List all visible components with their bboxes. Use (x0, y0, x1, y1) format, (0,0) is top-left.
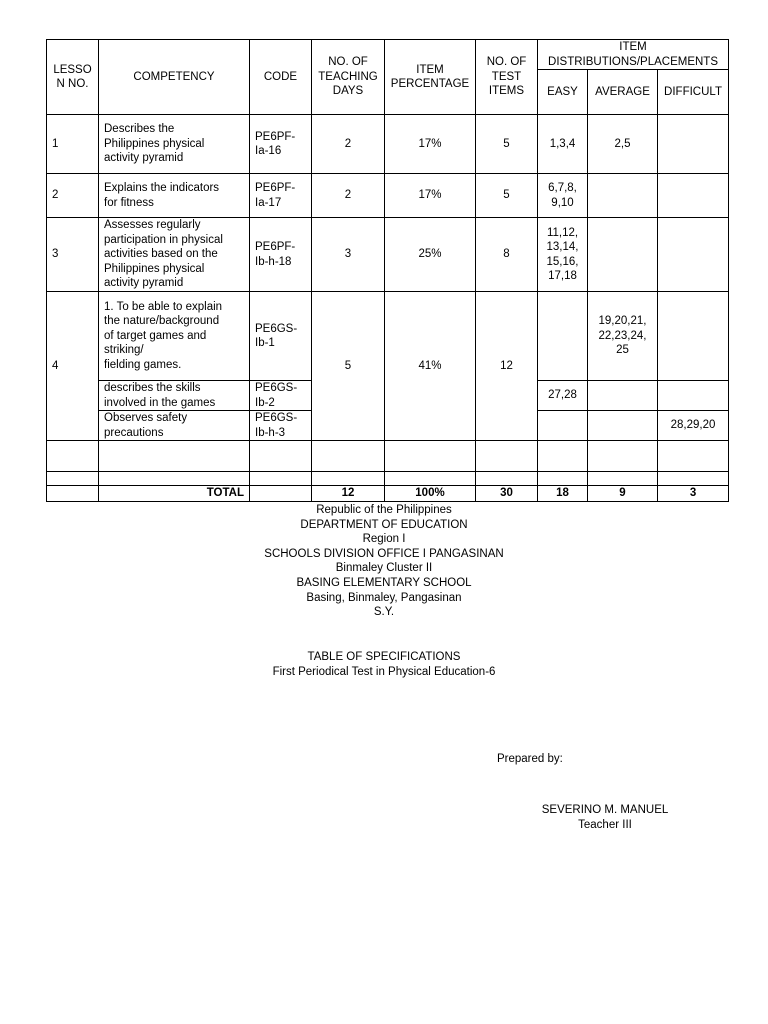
test-items-cell: 5 (476, 115, 538, 174)
lesson-no-cell: 2 (47, 174, 99, 218)
difficult-cell (658, 115, 729, 174)
header-lesson-no: LESSO N NO. (47, 40, 99, 115)
letterhead-republic: Republic of the Philippines (316, 504, 452, 516)
total-easy: 18 (538, 486, 588, 502)
total-difficult: 3 (658, 486, 729, 502)
letterhead-address: Basing, Binmaley, Pangasinan (306, 591, 462, 604)
header-test-items: NO. OF TEST ITEMS (476, 40, 538, 115)
percentage-cell: 25% (385, 218, 476, 292)
header-teaching-days: NO. OF TEACHING DAYS (312, 40, 385, 115)
lesson-no-cell: 3 (47, 218, 99, 292)
header-item-distributions: ITEM DISTRIBUTIONS/PLACEMENTS (538, 40, 729, 70)
letterhead-school-year: S.Y. (373, 606, 395, 619)
total-days: 12 (312, 486, 385, 502)
test-items-cell: 8 (476, 218, 538, 292)
test-items-cell: 12 (476, 292, 538, 441)
empty-row (47, 441, 729, 472)
empty-row (47, 472, 729, 486)
code-cell: PE6PF- Ib-h-18 (250, 218, 312, 292)
average-cell (588, 218, 658, 292)
total-label: TOTAL (99, 486, 250, 502)
table-row (47, 292, 729, 381)
total-percentage: 100% (385, 486, 476, 502)
difficult-cell: 28,29,20 (658, 411, 729, 441)
letterhead-school: BASING ELEMENTARY SCHOOL (296, 576, 472, 589)
difficult-cell (658, 218, 729, 292)
total-average: 9 (588, 486, 658, 502)
letterhead-division: SCHOOLS DIVISION OFFICE I PANGASINAN (264, 547, 504, 560)
letterhead (234, 503, 534, 620)
header-competency: COMPETENCY (99, 40, 250, 115)
average-cell (588, 174, 658, 218)
signatory-name: SEVERINO M. MANUEL (541, 804, 669, 816)
average-cell: 2,5 (588, 115, 658, 174)
competency-cell: 1. To be able to explain the nature/background of target games and striking/ fielding games. (99, 292, 250, 381)
code-cell: PE6GS- Ib-2 (250, 381, 312, 411)
teaching-days-cell: 2 (312, 174, 385, 218)
competency-cell: Describes the Philippines physical activity pyramid (99, 115, 250, 174)
header-average: AVERAGE (588, 70, 658, 115)
easy-cell: 6,7,8, 9,10 (538, 174, 588, 218)
teaching-days-cell: 2 (312, 115, 385, 174)
easy-cell: 1,3,4 (538, 115, 588, 174)
competency-cell: Assesses regularly participation in physical activities based on the Philippines physical activity pyramid (99, 218, 250, 292)
competency-cell: Explains the indicators for fitness (99, 174, 250, 218)
header-easy: EASY (538, 70, 588, 115)
lesson-no-cell: 4 (47, 292, 99, 441)
lesson-no-cell: 1 (47, 115, 99, 174)
competency-cell: Observes safety precautions (99, 411, 250, 441)
average-cell (588, 411, 658, 441)
code-cell: PE6GS- Ib-1 (250, 292, 312, 381)
signatory-position: Teacher III (578, 818, 632, 831)
signature-block (520, 803, 690, 832)
difficult-cell (658, 174, 729, 218)
header-item-percentage: ITEM PERCENTAGE (385, 40, 476, 115)
table-row (47, 174, 729, 218)
table-row (47, 218, 729, 292)
letterhead-region: Region I (362, 533, 406, 546)
header-difficult: DIFFICULT (658, 70, 729, 115)
average-cell (588, 381, 658, 411)
difficult-cell (658, 381, 729, 411)
competency-cell: describes the skills involved in the games (99, 381, 250, 411)
difficult-cell (658, 292, 729, 381)
prepared-by-label: Prepared by: (497, 753, 563, 765)
letterhead-department: DEPARTMENT OF EDUCATION (300, 518, 468, 531)
teaching-days-cell: 3 (312, 218, 385, 292)
code-cell: PE6PF- Ia-17 (250, 174, 312, 218)
percentage-cell: 17% (385, 174, 476, 218)
easy-cell (538, 292, 588, 381)
header-code: CODE (250, 40, 312, 115)
test-items-cell: 5 (476, 174, 538, 218)
table-of-specifications (46, 39, 729, 502)
total-items: 30 (476, 486, 538, 502)
easy-cell: 27,28 (538, 381, 588, 411)
code-cell: PE6GS- Ib-h-3 (250, 411, 312, 441)
percentage-cell: 17% (385, 115, 476, 174)
document-subtitle: First Periodical Test in Physical Education-6 (272, 665, 496, 678)
easy-cell (538, 411, 588, 441)
total-row (47, 486, 729, 502)
percentage-cell: 41% (385, 292, 476, 441)
letterhead-cluster: Binmaley Cluster II (335, 562, 433, 575)
table-row (47, 115, 729, 174)
average-cell: 19,20,21, 22,23,24, 25 (588, 292, 658, 381)
easy-cell: 11,12, 13,14, 15,16, 17,18 (538, 218, 588, 292)
document-title: TABLE OF SPECIFICATIONS (307, 651, 461, 663)
document-title-block (234, 650, 534, 679)
code-cell: PE6PF- Ia-16 (250, 115, 312, 174)
teaching-days-cell: 5 (312, 292, 385, 441)
